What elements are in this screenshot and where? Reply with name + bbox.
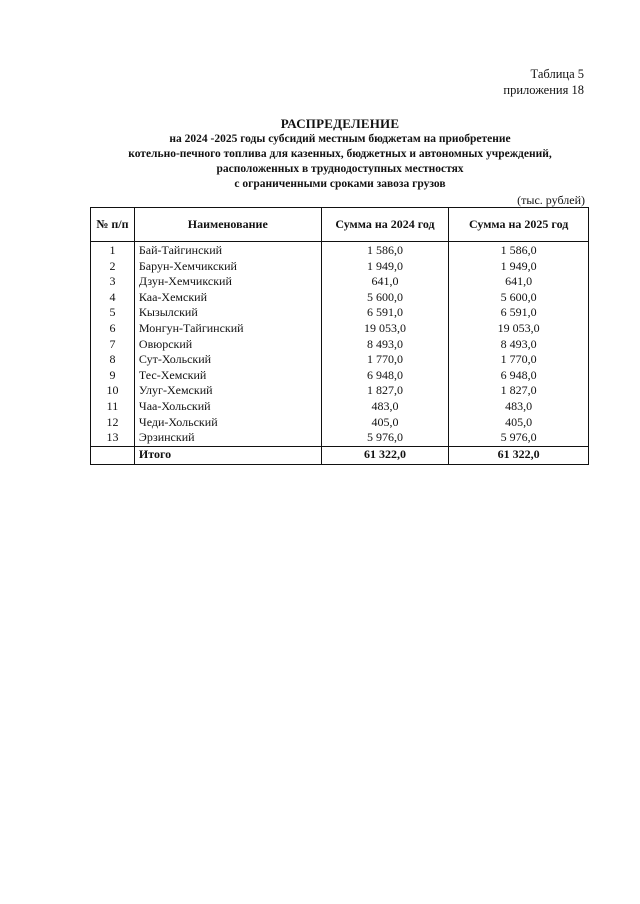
row-sum-2025: 5 600,0	[449, 290, 589, 306]
row-name: Каа-Хемский	[134, 290, 321, 306]
row-number: 12	[91, 415, 135, 431]
row-sum-2024: 483,0	[321, 399, 449, 415]
row-number: 5	[91, 305, 135, 321]
document-subtitle	[90, 132, 590, 192]
row-sum-2024: 1 949,0	[321, 259, 449, 275]
total-sum-2025: 61 322,0	[449, 446, 589, 464]
table-row	[91, 305, 589, 321]
total-row	[91, 446, 589, 464]
total-sum-2024: 61 322,0	[321, 446, 449, 464]
total-number-cell	[91, 446, 135, 464]
table-body	[91, 242, 589, 465]
row-sum-2024: 6 948,0	[321, 368, 449, 384]
row-sum-2024: 1 827,0	[321, 383, 449, 399]
unit-label: (тыс. рублей)	[517, 193, 585, 207]
appendix-number: приложения 18	[503, 83, 584, 97]
document-title: РАСПРЕДЕЛЕНИЕ	[280, 116, 400, 131]
row-name: Барун-Хемчикский	[134, 259, 321, 275]
row-sum-2024: 19 053,0	[321, 321, 449, 337]
row-sum-2025: 19 053,0	[449, 321, 589, 337]
row-sum-2024: 5 976,0	[321, 430, 449, 446]
row-sum-2025: 8 493,0	[449, 337, 589, 353]
row-sum-2025: 405,0	[449, 415, 589, 431]
row-name: Тес-Хемский	[134, 368, 321, 384]
row-sum-2024: 1 586,0	[321, 242, 449, 259]
row-sum-2024: 405,0	[321, 415, 449, 431]
subtitle-line: на 2024 -2025 годы субсидий местным бюджетам на приобретение	[169, 133, 511, 145]
total-label: Итого	[134, 446, 321, 464]
row-number: 2	[91, 259, 135, 275]
row-sum-2025: 5 976,0	[449, 430, 589, 446]
row-sum-2024: 8 493,0	[321, 337, 449, 353]
row-name: Монгун-Тайгинский	[134, 321, 321, 337]
table-row	[91, 337, 589, 353]
row-sum-2025: 6 948,0	[449, 368, 589, 384]
table-header-row	[91, 208, 589, 242]
table-row	[91, 242, 589, 259]
row-name: Кызылский	[134, 305, 321, 321]
table-row	[91, 368, 589, 384]
row-number: 6	[91, 321, 135, 337]
header-2025: Сумма на 2025 год	[449, 208, 589, 242]
distribution-table	[90, 207, 589, 465]
row-sum-2024: 6 591,0	[321, 305, 449, 321]
row-sum-2025: 6 591,0	[449, 305, 589, 321]
header-number: № п/п	[91, 208, 135, 242]
table-row	[91, 383, 589, 399]
row-sum-2025: 483,0	[449, 399, 589, 415]
row-number: 3	[91, 274, 135, 290]
row-number: 13	[91, 430, 135, 446]
row-number: 7	[91, 337, 135, 353]
subtitle-line: с ограниченными сроками завоза грузов	[234, 178, 446, 190]
row-name: Овюрский	[134, 337, 321, 353]
row-name: Улуг-Хемский	[134, 383, 321, 399]
row-sum-2025: 641,0	[449, 274, 589, 290]
row-number: 1	[91, 242, 135, 259]
row-name: Чеди-Хольский	[134, 415, 321, 431]
subtitle-line: котельно-печного топлива для казенных, бюджетных и автономных учреждений,	[128, 148, 552, 160]
row-name: Эрзинский	[134, 430, 321, 446]
row-number: 4	[91, 290, 135, 306]
row-sum-2024: 641,0	[321, 274, 449, 290]
header-2024: Сумма на 2024 год	[321, 208, 449, 242]
table-reference	[503, 66, 584, 98]
row-name: Чаа-Хольский	[134, 399, 321, 415]
row-sum-2024: 5 600,0	[321, 290, 449, 306]
row-sum-2025: 1 949,0	[449, 259, 589, 275]
row-sum-2024: 1 770,0	[321, 352, 449, 368]
row-sum-2025: 1 827,0	[449, 383, 589, 399]
table-row	[91, 399, 589, 415]
subtitle-line: расположенных в труднодоступных местностях	[216, 163, 464, 175]
table-row	[91, 415, 589, 431]
row-number: 11	[91, 399, 135, 415]
table-row	[91, 430, 589, 446]
table-number: Таблица 5	[530, 67, 584, 81]
table-row	[91, 352, 589, 368]
row-number: 10	[91, 383, 135, 399]
table-row	[91, 290, 589, 306]
row-name: Сут-Хольский	[134, 352, 321, 368]
row-sum-2025: 1 770,0	[449, 352, 589, 368]
row-number: 9	[91, 368, 135, 384]
row-name: Дзун-Хемчикский	[134, 274, 321, 290]
row-sum-2025: 1 586,0	[449, 242, 589, 259]
row-name: Бай-Тайгинский	[134, 242, 321, 259]
table-row	[91, 321, 589, 337]
table-row	[91, 259, 589, 275]
header-name: Наименование	[134, 208, 321, 242]
table-row	[91, 274, 589, 290]
row-number: 8	[91, 352, 135, 368]
